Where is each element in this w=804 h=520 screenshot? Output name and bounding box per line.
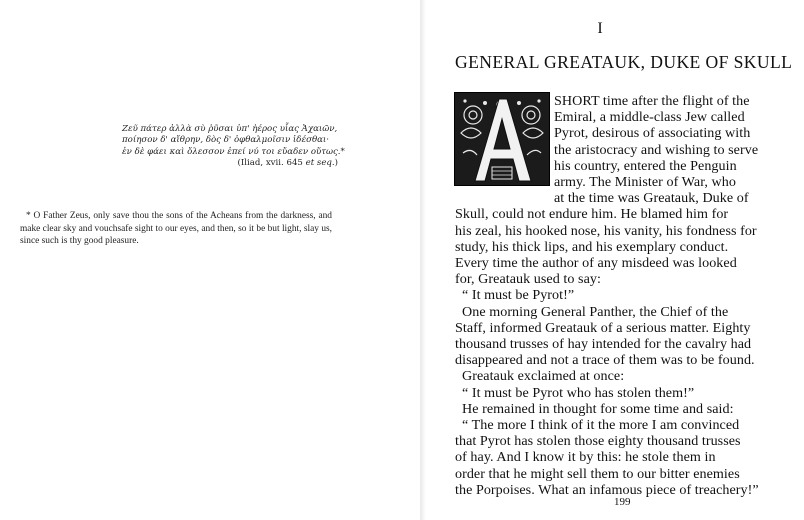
body-line: He remained in thought for some time and said: bbox=[462, 400, 734, 417]
epigraph-line: ποίησον δ' αἴθρην, δὸς δ' ὀφθαλμοῖσιν ἰδέσθαι· bbox=[122, 135, 330, 146]
body-line: at the time was Greatauk, Duke of bbox=[554, 190, 749, 207]
body-line: thousand trusses of hay intended for the cavalry had bbox=[455, 336, 752, 352]
epigraph bbox=[122, 124, 345, 170]
body-line: order that he might sell them to our bitter enemies bbox=[455, 465, 740, 482]
body-line: the aristocracy and wishing to serve bbox=[554, 141, 759, 158]
body-line: Greatauk exclaimed at once: bbox=[462, 368, 625, 385]
drop-cap-letter-a-icon bbox=[455, 93, 549, 185]
page-gutter bbox=[420, 0, 426, 520]
body-line: One morning General Panther, the Chief of the bbox=[462, 303, 729, 320]
body-line: that Pyrot has stolen those eighty thousand trusses bbox=[455, 433, 741, 450]
body-line: his country, entered the Penguin bbox=[554, 157, 737, 174]
body-line: Staff, informed Greatauk of a serious matter. Eighty bbox=[455, 319, 751, 336]
chapter-title: GENERAL GREATAUK, DUKE OF SKULL bbox=[455, 52, 793, 72]
drop-cap-ornament bbox=[454, 92, 550, 186]
page-number: 199 bbox=[614, 496, 631, 508]
epigraph-line: Ζεῦ πάτερ ἀλλὰ σὺ ῥῦσαι ὑπ' ἠέρος υἷας Ἀχαιῶν, bbox=[122, 124, 338, 134]
body-line: “ The more I think of it the more I am convinced bbox=[462, 417, 740, 433]
body-line: disappeared and not a trace of them was to be found. bbox=[455, 352, 755, 369]
body-line: SHORT time after the flight of the bbox=[554, 93, 750, 109]
epigraph-citation: (Iliad, xvii. 645 et seq.) bbox=[237, 158, 338, 169]
body-line: Every time the author of any misdeed was looked bbox=[455, 255, 737, 271]
body-line: Pyrot, desirous of associating with bbox=[554, 125, 751, 142]
body-line: “ It must be Pyrot who has stolen them!” bbox=[462, 384, 695, 401]
body-line: army. The Minister of War, who bbox=[554, 174, 736, 190]
right-page bbox=[420, 0, 804, 520]
body-line: study, his thick lips, and his exemplary conduct. bbox=[455, 238, 729, 255]
body-line: Skull, could not endure him. He blamed him for bbox=[455, 206, 729, 223]
body-line: Emiral, a middle-class Jew called bbox=[554, 109, 745, 126]
epigraph-line: ἐν δὲ φάει καὶ ὄλεσσον ἐπεί νύ τοι εὔαδεν οὕτως.* bbox=[122, 146, 345, 157]
body-line: of hay. And I know it by this: he stole them in bbox=[455, 449, 716, 466]
body-line: the Porpoises. What an infamous piece of treachery!” bbox=[455, 481, 759, 498]
chapter-number: I bbox=[597, 20, 603, 37]
footnote: * O Father Zeus, only save thou the sons of the Acheans from the darkness, and make clear sky and vouchsafe sight to our eyes, and then, so it be but light, slay us, since such is thy good pleasure. bbox=[20, 211, 332, 247]
body-line: “ It must be Pyrot!” bbox=[462, 287, 575, 304]
body-line: for, Greatauk used to say: bbox=[455, 271, 601, 288]
body-line: his zeal, his hooked nose, his vanity, his fondness for bbox=[455, 222, 757, 239]
